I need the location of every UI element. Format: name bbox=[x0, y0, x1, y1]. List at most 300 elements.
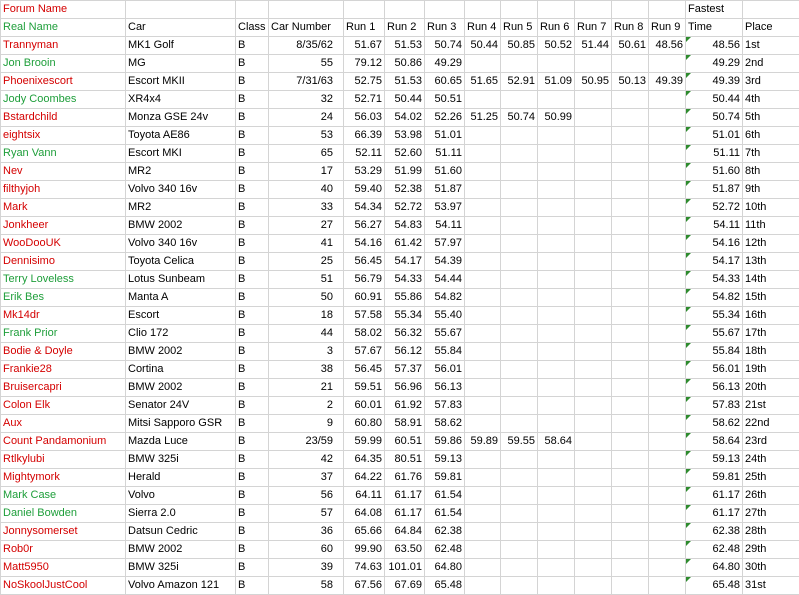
run-9-cell[interactable] bbox=[649, 379, 686, 397]
run-9-cell[interactable] bbox=[649, 577, 686, 595]
run-5-cell[interactable] bbox=[501, 523, 538, 541]
forum-name-cell[interactable]: Terry Loveless bbox=[1, 271, 126, 289]
run-8-cell[interactable] bbox=[612, 361, 649, 379]
forum-name-cell[interactable]: Matt5950 bbox=[1, 559, 126, 577]
run-3-cell[interactable]: 62.38 bbox=[425, 523, 465, 541]
run-5-cell[interactable] bbox=[501, 127, 538, 145]
place-cell[interactable]: 23rd bbox=[743, 433, 799, 451]
run-2-cell[interactable]: 57.37 bbox=[385, 361, 425, 379]
forum-name-cell[interactable]: Dennisimo bbox=[1, 253, 126, 271]
run-3-cell[interactable]: 54.39 bbox=[425, 253, 465, 271]
run-3-cell[interactable]: 57.83 bbox=[425, 397, 465, 415]
run-9-cell[interactable] bbox=[649, 433, 686, 451]
car-number-cell[interactable]: 44 bbox=[269, 325, 344, 343]
place-cell[interactable]: 6th bbox=[743, 127, 799, 145]
run-6-cell[interactable] bbox=[538, 217, 575, 235]
run-2-cell[interactable]: 101.01 bbox=[385, 559, 425, 577]
car-number-cell[interactable]: 2 bbox=[269, 397, 344, 415]
run-3-cell[interactable]: 61.54 bbox=[425, 505, 465, 523]
car-cell[interactable]: Escort bbox=[126, 307, 236, 325]
place-cell[interactable]: 31st bbox=[743, 577, 799, 595]
run-5-cell[interactable] bbox=[501, 361, 538, 379]
run-6-header[interactable]: Run 6 bbox=[538, 19, 575, 37]
run-8-cell[interactable] bbox=[612, 541, 649, 559]
class-cell[interactable]: B bbox=[236, 325, 269, 343]
run-4-cell[interactable] bbox=[465, 415, 501, 433]
car-cell[interactable]: MR2 bbox=[126, 199, 236, 217]
run-5-cell[interactable] bbox=[501, 415, 538, 433]
run-4-cell[interactable] bbox=[465, 577, 501, 595]
run-8-cell[interactable]: 50.61 bbox=[612, 37, 649, 55]
run-6-cell[interactable] bbox=[538, 253, 575, 271]
run-5-cell[interactable] bbox=[501, 253, 538, 271]
run-7-cell[interactable] bbox=[575, 541, 612, 559]
forum-name-cell[interactable]: Frank Prior bbox=[1, 325, 126, 343]
car-number-cell[interactable]: 36 bbox=[269, 523, 344, 541]
run-2-cell[interactable]: 56.12 bbox=[385, 343, 425, 361]
run-1-cell[interactable]: 79.12 bbox=[344, 55, 385, 73]
run-4-cell[interactable] bbox=[465, 307, 501, 325]
car-number-cell[interactable]: 8/35/62 bbox=[269, 37, 344, 55]
run-9-cell[interactable] bbox=[649, 271, 686, 289]
run-9-cell[interactable] bbox=[649, 487, 686, 505]
run-1-cell[interactable]: 56.03 bbox=[344, 109, 385, 127]
run-6-cell[interactable] bbox=[538, 577, 575, 595]
run-3-header[interactable]: Run 3 bbox=[425, 19, 465, 37]
run-1-cell[interactable]: 66.39 bbox=[344, 127, 385, 145]
empty-cell[interactable] bbox=[649, 1, 686, 19]
run-3-cell[interactable]: 64.80 bbox=[425, 559, 465, 577]
run-9-cell[interactable] bbox=[649, 307, 686, 325]
class-header[interactable]: Class bbox=[236, 19, 269, 37]
class-cell[interactable]: B bbox=[236, 577, 269, 595]
place-cell[interactable]: 2nd bbox=[743, 55, 799, 73]
fastest-time-cell[interactable]: 54.16 bbox=[686, 235, 743, 253]
run-6-cell[interactable] bbox=[538, 55, 575, 73]
run-8-cell[interactable] bbox=[612, 487, 649, 505]
run-3-cell[interactable]: 54.11 bbox=[425, 217, 465, 235]
run-2-cell[interactable]: 55.86 bbox=[385, 289, 425, 307]
run-3-cell[interactable]: 61.54 bbox=[425, 487, 465, 505]
run-7-cell[interactable] bbox=[575, 325, 612, 343]
place-cell[interactable]: 8th bbox=[743, 163, 799, 181]
run-5-cell[interactable] bbox=[501, 217, 538, 235]
run-7-cell[interactable] bbox=[575, 415, 612, 433]
run-3-cell[interactable]: 56.13 bbox=[425, 379, 465, 397]
car-number-cell[interactable]: 3 bbox=[269, 343, 344, 361]
run-6-cell[interactable] bbox=[538, 397, 575, 415]
run-6-cell[interactable] bbox=[538, 145, 575, 163]
run-4-cell[interactable] bbox=[465, 127, 501, 145]
place-cell[interactable]: 21st bbox=[743, 397, 799, 415]
run-3-cell[interactable]: 54.82 bbox=[425, 289, 465, 307]
run-2-cell[interactable]: 67.69 bbox=[385, 577, 425, 595]
run-3-cell[interactable]: 59.86 bbox=[425, 433, 465, 451]
car-number-cell[interactable]: 39 bbox=[269, 559, 344, 577]
car-number-cell[interactable]: 51 bbox=[269, 271, 344, 289]
run-8-cell[interactable] bbox=[612, 145, 649, 163]
fastest-time-cell[interactable]: 51.01 bbox=[686, 127, 743, 145]
car-cell[interactable]: Mitsi Sapporo GSR bbox=[126, 415, 236, 433]
run-4-cell[interactable] bbox=[465, 505, 501, 523]
run-1-cell[interactable]: 59.99 bbox=[344, 433, 385, 451]
class-cell[interactable]: B bbox=[236, 379, 269, 397]
run-8-cell[interactable] bbox=[612, 127, 649, 145]
run-7-cell[interactable] bbox=[575, 289, 612, 307]
run-4-cell[interactable] bbox=[465, 361, 501, 379]
run-4-cell[interactable] bbox=[465, 559, 501, 577]
forum-name-cell[interactable]: Colon Elk bbox=[1, 397, 126, 415]
run-2-cell[interactable]: 52.72 bbox=[385, 199, 425, 217]
forum-name-cell[interactable]: Jon Brooin bbox=[1, 55, 126, 73]
empty-cell[interactable] bbox=[612, 1, 649, 19]
run-6-cell[interactable]: 50.99 bbox=[538, 109, 575, 127]
run-9-cell[interactable] bbox=[649, 559, 686, 577]
car-cell[interactable]: Datsun Cedric bbox=[126, 523, 236, 541]
run-8-cell[interactable]: 50.13 bbox=[612, 73, 649, 91]
run-7-cell[interactable] bbox=[575, 487, 612, 505]
place-cell[interactable]: 10th bbox=[743, 199, 799, 217]
car-cell[interactable]: BMW 325i bbox=[126, 451, 236, 469]
time-header[interactable]: Time bbox=[686, 19, 743, 37]
run-3-cell[interactable]: 60.65 bbox=[425, 73, 465, 91]
class-cell[interactable]: B bbox=[236, 559, 269, 577]
car-cell[interactable]: Toyota AE86 bbox=[126, 127, 236, 145]
place-cell[interactable]: 5th bbox=[743, 109, 799, 127]
car-cell[interactable]: Volvo 340 16v bbox=[126, 181, 236, 199]
run-3-cell[interactable]: 59.81 bbox=[425, 469, 465, 487]
run-9-cell[interactable] bbox=[649, 181, 686, 199]
fastest-time-cell[interactable]: 59.81 bbox=[686, 469, 743, 487]
run-1-cell[interactable]: 56.45 bbox=[344, 253, 385, 271]
run-4-cell[interactable]: 59.89 bbox=[465, 433, 501, 451]
forum-name-cell[interactable]: Mightymork bbox=[1, 469, 126, 487]
run-6-cell[interactable] bbox=[538, 235, 575, 253]
run-4-cell[interactable] bbox=[465, 379, 501, 397]
run-2-cell[interactable]: 52.60 bbox=[385, 145, 425, 163]
place-cell[interactable]: 11th bbox=[743, 217, 799, 235]
run-1-cell[interactable]: 60.91 bbox=[344, 289, 385, 307]
run-9-cell[interactable] bbox=[649, 415, 686, 433]
run-8-cell[interactable] bbox=[612, 307, 649, 325]
class-cell[interactable]: B bbox=[236, 109, 269, 127]
run-6-cell[interactable] bbox=[538, 469, 575, 487]
class-cell[interactable]: B bbox=[236, 235, 269, 253]
run-8-cell[interactable] bbox=[612, 451, 649, 469]
run-6-cell[interactable] bbox=[538, 523, 575, 541]
car-number-header[interactable]: Car Number bbox=[269, 19, 344, 37]
run-5-cell[interactable] bbox=[501, 487, 538, 505]
fastest-time-cell[interactable]: 49.39 bbox=[686, 73, 743, 91]
run-4-cell[interactable] bbox=[465, 145, 501, 163]
class-cell[interactable]: B bbox=[236, 289, 269, 307]
run-5-cell[interactable] bbox=[501, 343, 538, 361]
run-5-cell[interactable] bbox=[501, 469, 538, 487]
place-cell[interactable]: 22nd bbox=[743, 415, 799, 433]
run-8-cell[interactable] bbox=[612, 235, 649, 253]
run-5-cell[interactable] bbox=[501, 325, 538, 343]
car-number-cell[interactable]: 9 bbox=[269, 415, 344, 433]
run-9-header[interactable]: Run 9 bbox=[649, 19, 686, 37]
run-5-cell[interactable]: 50.85 bbox=[501, 37, 538, 55]
empty-cell[interactable] bbox=[344, 1, 385, 19]
car-cell[interactable]: Sierra 2.0 bbox=[126, 505, 236, 523]
run-2-cell[interactable]: 51.99 bbox=[385, 163, 425, 181]
run-6-cell[interactable] bbox=[538, 361, 575, 379]
place-cell[interactable]: 15th bbox=[743, 289, 799, 307]
run-4-cell[interactable] bbox=[465, 253, 501, 271]
fastest-time-cell[interactable]: 51.87 bbox=[686, 181, 743, 199]
forum-name-cell[interactable]: Mark bbox=[1, 199, 126, 217]
place-cell[interactable]: 7th bbox=[743, 145, 799, 163]
run-5-cell[interactable] bbox=[501, 145, 538, 163]
run-3-cell[interactable]: 55.84 bbox=[425, 343, 465, 361]
run-9-cell[interactable] bbox=[649, 109, 686, 127]
place-cell[interactable]: 14th bbox=[743, 271, 799, 289]
run-3-cell[interactable]: 54.44 bbox=[425, 271, 465, 289]
run-8-cell[interactable] bbox=[612, 163, 649, 181]
run-1-cell[interactable]: 52.75 bbox=[344, 73, 385, 91]
car-number-cell[interactable]: 37 bbox=[269, 469, 344, 487]
car-cell[interactable]: Cortina bbox=[126, 361, 236, 379]
run-3-cell[interactable]: 55.40 bbox=[425, 307, 465, 325]
run-2-cell[interactable]: 51.53 bbox=[385, 37, 425, 55]
car-number-cell[interactable]: 65 bbox=[269, 145, 344, 163]
run-9-cell[interactable] bbox=[649, 199, 686, 217]
run-7-cell[interactable] bbox=[575, 523, 612, 541]
class-cell[interactable]: B bbox=[236, 505, 269, 523]
run-2-header[interactable]: Run 2 bbox=[385, 19, 425, 37]
run-4-cell[interactable] bbox=[465, 487, 501, 505]
fastest-time-cell[interactable]: 61.17 bbox=[686, 505, 743, 523]
class-cell[interactable]: B bbox=[236, 307, 269, 325]
car-header[interactable]: Car bbox=[126, 19, 236, 37]
forum-name-header[interactable]: Forum Name bbox=[1, 1, 126, 19]
run-2-cell[interactable]: 54.33 bbox=[385, 271, 425, 289]
run-1-cell[interactable]: 52.71 bbox=[344, 91, 385, 109]
run-8-cell[interactable] bbox=[612, 343, 649, 361]
forum-name-cell[interactable]: Trannyman bbox=[1, 37, 126, 55]
place-cell[interactable]: 17th bbox=[743, 325, 799, 343]
forum-name-cell[interactable]: Frankie28 bbox=[1, 361, 126, 379]
run-2-cell[interactable]: 54.83 bbox=[385, 217, 425, 235]
class-cell[interactable]: B bbox=[236, 73, 269, 91]
run-4-cell[interactable] bbox=[465, 325, 501, 343]
fastest-time-cell[interactable]: 57.83 bbox=[686, 397, 743, 415]
run-7-cell[interactable] bbox=[575, 145, 612, 163]
forum-name-cell[interactable]: Mk14dr bbox=[1, 307, 126, 325]
forum-name-cell[interactable]: Ryan Vann bbox=[1, 145, 126, 163]
run-5-cell[interactable] bbox=[501, 91, 538, 109]
car-number-cell[interactable]: 58 bbox=[269, 577, 344, 595]
run-4-cell[interactable] bbox=[465, 163, 501, 181]
run-1-cell[interactable]: 64.35 bbox=[344, 451, 385, 469]
run-1-cell[interactable]: 64.11 bbox=[344, 487, 385, 505]
run-9-cell[interactable] bbox=[649, 523, 686, 541]
run-6-cell[interactable] bbox=[538, 289, 575, 307]
run-7-cell[interactable] bbox=[575, 163, 612, 181]
car-cell[interactable]: XR4x4 bbox=[126, 91, 236, 109]
run-9-cell[interactable] bbox=[649, 55, 686, 73]
run-2-cell[interactable]: 51.53 bbox=[385, 73, 425, 91]
car-number-cell[interactable]: 25 bbox=[269, 253, 344, 271]
run-6-cell[interactable] bbox=[538, 325, 575, 343]
run-5-cell[interactable] bbox=[501, 397, 538, 415]
run-9-cell[interactable] bbox=[649, 235, 686, 253]
fastest-header[interactable]: Fastest bbox=[686, 1, 743, 19]
run-9-cell[interactable] bbox=[649, 343, 686, 361]
run-5-header[interactable]: Run 5 bbox=[501, 19, 538, 37]
class-cell[interactable]: B bbox=[236, 343, 269, 361]
car-number-cell[interactable]: 23/59 bbox=[269, 433, 344, 451]
run-6-cell[interactable] bbox=[538, 415, 575, 433]
run-8-cell[interactable] bbox=[612, 523, 649, 541]
class-cell[interactable]: B bbox=[236, 469, 269, 487]
run-5-cell[interactable] bbox=[501, 307, 538, 325]
car-cell[interactable]: BMW 2002 bbox=[126, 379, 236, 397]
run-8-cell[interactable] bbox=[612, 181, 649, 199]
run-1-cell[interactable]: 67.56 bbox=[344, 577, 385, 595]
car-number-cell[interactable]: 32 bbox=[269, 91, 344, 109]
forum-name-cell[interactable]: eightsix bbox=[1, 127, 126, 145]
run-7-cell[interactable] bbox=[575, 307, 612, 325]
fastest-time-cell[interactable]: 65.48 bbox=[686, 577, 743, 595]
run-8-cell[interactable] bbox=[612, 397, 649, 415]
run-9-cell[interactable] bbox=[649, 505, 686, 523]
run-2-cell[interactable]: 61.17 bbox=[385, 487, 425, 505]
run-6-cell[interactable] bbox=[538, 307, 575, 325]
run-3-cell[interactable]: 55.67 bbox=[425, 325, 465, 343]
run-3-cell[interactable]: 53.97 bbox=[425, 199, 465, 217]
forum-name-cell[interactable]: Phoenixescort bbox=[1, 73, 126, 91]
place-cell[interactable]: 30th bbox=[743, 559, 799, 577]
run-4-cell[interactable] bbox=[465, 271, 501, 289]
run-8-cell[interactable] bbox=[612, 91, 649, 109]
run-3-cell[interactable]: 56.01 bbox=[425, 361, 465, 379]
run-3-cell[interactable]: 51.01 bbox=[425, 127, 465, 145]
place-cell[interactable]: 25th bbox=[743, 469, 799, 487]
car-number-cell[interactable]: 7/31/63 bbox=[269, 73, 344, 91]
car-cell[interactable]: Herald bbox=[126, 469, 236, 487]
car-number-cell[interactable]: 24 bbox=[269, 109, 344, 127]
run-7-cell[interactable] bbox=[575, 199, 612, 217]
place-cell[interactable]: 20th bbox=[743, 379, 799, 397]
run-5-cell[interactable]: 50.74 bbox=[501, 109, 538, 127]
car-number-cell[interactable]: 33 bbox=[269, 199, 344, 217]
run-6-cell[interactable] bbox=[538, 199, 575, 217]
class-cell[interactable]: B bbox=[236, 127, 269, 145]
run-9-cell[interactable] bbox=[649, 361, 686, 379]
place-cell[interactable]: 4th bbox=[743, 91, 799, 109]
class-cell[interactable]: B bbox=[236, 397, 269, 415]
forum-name-cell[interactable]: Erik Bes bbox=[1, 289, 126, 307]
fastest-time-cell[interactable]: 51.11 bbox=[686, 145, 743, 163]
run-4-cell[interactable] bbox=[465, 523, 501, 541]
fastest-time-cell[interactable]: 56.01 bbox=[686, 361, 743, 379]
fastest-time-cell[interactable]: 54.82 bbox=[686, 289, 743, 307]
run-4-cell[interactable] bbox=[465, 541, 501, 559]
run-5-cell[interactable] bbox=[501, 577, 538, 595]
run-3-cell[interactable]: 59.13 bbox=[425, 451, 465, 469]
car-cell[interactable]: BMW 2002 bbox=[126, 541, 236, 559]
run-3-cell[interactable]: 51.87 bbox=[425, 181, 465, 199]
run-6-cell[interactable] bbox=[538, 379, 575, 397]
run-8-cell[interactable] bbox=[612, 55, 649, 73]
run-9-cell[interactable] bbox=[649, 289, 686, 307]
run-2-cell[interactable]: 63.50 bbox=[385, 541, 425, 559]
fastest-time-cell[interactable]: 50.74 bbox=[686, 109, 743, 127]
empty-cell[interactable] bbox=[126, 1, 236, 19]
car-cell[interactable]: Monza GSE 24v bbox=[126, 109, 236, 127]
car-cell[interactable]: Manta A bbox=[126, 289, 236, 307]
fastest-time-cell[interactable]: 54.17 bbox=[686, 253, 743, 271]
run-1-cell[interactable]: 59.51 bbox=[344, 379, 385, 397]
run-9-cell[interactable] bbox=[649, 91, 686, 109]
run-7-cell[interactable] bbox=[575, 343, 612, 361]
car-cell[interactable]: Volvo Amazon 121 bbox=[126, 577, 236, 595]
fastest-time-cell[interactable]: 55.84 bbox=[686, 343, 743, 361]
car-number-cell[interactable]: 17 bbox=[269, 163, 344, 181]
run-7-header[interactable]: Run 7 bbox=[575, 19, 612, 37]
fastest-time-cell[interactable]: 61.17 bbox=[686, 487, 743, 505]
empty-cell[interactable] bbox=[538, 1, 575, 19]
run-3-cell[interactable]: 49.29 bbox=[425, 55, 465, 73]
forum-name-cell[interactable]: Count Pandamonium bbox=[1, 433, 126, 451]
forum-name-cell[interactable]: Bruisercapri bbox=[1, 379, 126, 397]
place-cell[interactable]: 13th bbox=[743, 253, 799, 271]
place-cell[interactable]: 3rd bbox=[743, 73, 799, 91]
class-cell[interactable]: B bbox=[236, 55, 269, 73]
run-5-cell[interactable] bbox=[501, 271, 538, 289]
run-9-cell[interactable] bbox=[649, 217, 686, 235]
run-9-cell[interactable] bbox=[649, 397, 686, 415]
place-cell[interactable]: 27th bbox=[743, 505, 799, 523]
run-2-cell[interactable]: 50.86 bbox=[385, 55, 425, 73]
forum-name-cell[interactable]: Rob0r bbox=[1, 541, 126, 559]
car-cell[interactable]: MG bbox=[126, 55, 236, 73]
run-2-cell[interactable]: 56.32 bbox=[385, 325, 425, 343]
run-4-cell[interactable]: 51.65 bbox=[465, 73, 501, 91]
empty-cell[interactable] bbox=[501, 1, 538, 19]
fastest-time-cell[interactable]: 54.33 bbox=[686, 271, 743, 289]
run-7-cell[interactable] bbox=[575, 559, 612, 577]
run-7-cell[interactable] bbox=[575, 469, 612, 487]
class-cell[interactable]: B bbox=[236, 199, 269, 217]
run-1-cell[interactable]: 99.90 bbox=[344, 541, 385, 559]
run-3-cell[interactable]: 51.11 bbox=[425, 145, 465, 163]
run-5-cell[interactable]: 52.91 bbox=[501, 73, 538, 91]
run-4-cell[interactable] bbox=[465, 181, 501, 199]
run-1-cell[interactable]: 53.29 bbox=[344, 163, 385, 181]
empty-cell[interactable] bbox=[269, 1, 344, 19]
class-cell[interactable]: B bbox=[236, 181, 269, 199]
run-2-cell[interactable]: 56.96 bbox=[385, 379, 425, 397]
run-3-cell[interactable]: 57.97 bbox=[425, 235, 465, 253]
run-5-cell[interactable]: 59.55 bbox=[501, 433, 538, 451]
run-6-cell[interactable] bbox=[538, 271, 575, 289]
place-cell[interactable]: 16th bbox=[743, 307, 799, 325]
run-9-cell[interactable] bbox=[649, 541, 686, 559]
run-7-cell[interactable] bbox=[575, 577, 612, 595]
class-cell[interactable]: B bbox=[236, 163, 269, 181]
empty-cell[interactable] bbox=[425, 1, 465, 19]
run-1-cell[interactable]: 60.01 bbox=[344, 397, 385, 415]
forum-name-cell[interactable]: Aux bbox=[1, 415, 126, 433]
run-9-cell[interactable] bbox=[649, 253, 686, 271]
forum-name-cell[interactable]: Mark Case bbox=[1, 487, 126, 505]
run-6-cell[interactable] bbox=[538, 163, 575, 181]
place-cell[interactable]: 29th bbox=[743, 541, 799, 559]
